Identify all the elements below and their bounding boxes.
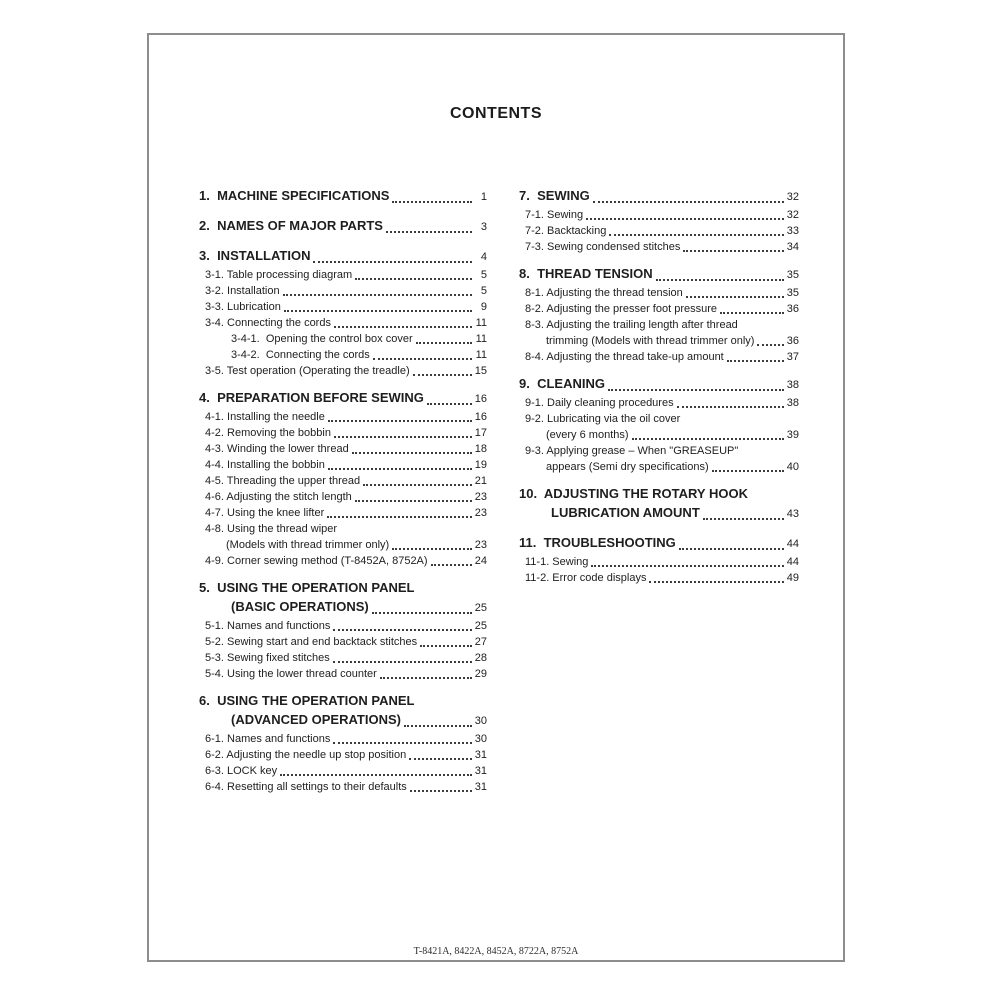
toc-entry-line — [519, 285, 799, 301]
toc-entry — [519, 223, 799, 239]
toc-entry-label: trimming (Models with thread trimmer only) — [546, 335, 755, 347]
toc-entry-line — [519, 239, 799, 255]
toc-entry-line — [199, 634, 487, 650]
toc-entry-line — [199, 578, 487, 597]
toc-entry — [199, 650, 487, 666]
toc-entry-label: 8-1. Adjusting the thread tension — [525, 287, 683, 299]
toc-entry-label: 7-2. Backtacking — [525, 225, 607, 237]
toc-page-number: 36 — [786, 335, 799, 347]
toc-entry-line — [519, 533, 799, 554]
toc-entry-label: 6-3. LOCK key — [205, 765, 278, 777]
toc-leader-dots — [686, 296, 784, 298]
toc-entry — [199, 691, 487, 731]
toc-entry-label: 6-2. Adjusting the needle up stop position — [205, 749, 407, 761]
toc-entry-label: 9-2. Lubricating via the oil cover — [525, 413, 681, 425]
toc-entry-line — [199, 650, 487, 666]
toc-entry — [199, 747, 487, 763]
toc-page-number: 23 — [474, 491, 487, 503]
toc-leader-dots — [410, 790, 472, 792]
toc-leader-dots — [373, 358, 472, 360]
toc-entry-line — [519, 503, 799, 524]
toc-entry-label: 3-3. Lubrication — [205, 301, 281, 313]
toc-entry-label: 9. CLEANING — [519, 376, 605, 391]
toc-page-number: 24 — [474, 555, 487, 567]
toc-entry-label: 5-3. Sewing fixed stitches — [205, 652, 330, 664]
toc-entry-line — [199, 409, 487, 425]
toc-entry — [199, 457, 487, 473]
toc-entry-label: (Models with thread trimmer only) — [226, 539, 390, 551]
toc-entry-line — [199, 489, 487, 505]
toc-entry-label: 3-5. Test operation (Operating the treadle) — [205, 365, 410, 377]
toc-entry-label: 4-2. Removing the bobbin — [205, 427, 331, 439]
toc-entry — [199, 505, 487, 521]
toc-entry — [199, 618, 487, 634]
toc-page-number: 30 — [474, 733, 487, 745]
toc-entry-line — [519, 411, 799, 427]
toc-entry — [519, 395, 799, 411]
toc-entry-label: 4-4. Installing the bobbin — [205, 459, 325, 471]
toc-page-number: 32 — [786, 191, 799, 203]
toc-entry-line — [519, 186, 799, 207]
toc-entry-line — [199, 666, 487, 682]
toc-entry — [199, 267, 487, 283]
toc-entry-line — [199, 347, 487, 363]
toc-entry-line — [519, 484, 799, 503]
toc-entry — [199, 363, 487, 379]
toc-page-number: 3 — [480, 221, 487, 233]
toc-page-number: 29 — [474, 668, 487, 680]
toc-leader-dots — [427, 403, 472, 405]
toc-entry-label: 3-2. Installation — [205, 285, 280, 297]
toc-entry-line — [199, 731, 487, 747]
toc-entry — [519, 374, 799, 395]
toc-leader-dots — [586, 218, 784, 220]
toc-page-number: 31 — [474, 781, 487, 793]
toc-leader-dots — [720, 312, 784, 314]
toc-leader-dots — [283, 294, 472, 296]
toc-entry-line — [199, 747, 487, 763]
toc-entry — [199, 553, 487, 569]
toc-entry — [199, 666, 487, 682]
toc-page-number: 36 — [786, 303, 799, 315]
toc-entry — [199, 216, 487, 237]
toc-entry-label: 3-4. Connecting the cords — [205, 317, 331, 329]
toc-leader-dots — [313, 261, 472, 263]
toc-page-number: 16 — [474, 411, 487, 423]
toc-entry — [519, 349, 799, 365]
toc-entry-line — [199, 553, 487, 569]
toc-entry — [199, 347, 487, 363]
toc-leader-dots — [591, 565, 784, 567]
toc-page-number: 15 — [474, 365, 487, 377]
toc-entry-label: 9-3. Applying grease – When "GREASEUP" — [525, 445, 739, 457]
toc-leader-dots — [608, 389, 784, 391]
toc-page-number: 30 — [474, 715, 487, 727]
toc-entry-label: 4-9. Corner sewing method (T-8452A, 8752A) — [205, 555, 428, 567]
toc-entry-label: 4. PREPARATION BEFORE SEWING — [199, 390, 424, 405]
toc-entry — [519, 186, 799, 207]
toc-entry-line — [199, 441, 487, 457]
page-title: CONTENTS — [450, 105, 542, 122]
toc-leader-dots — [656, 279, 784, 281]
toc-entry-line — [199, 505, 487, 521]
toc-entry-label: 3-4-2. Connecting the cords — [231, 349, 370, 361]
toc-page-number: 37 — [786, 351, 799, 363]
toc-entry-line — [199, 267, 487, 283]
toc-leader-dots — [703, 518, 784, 520]
toc-leader-dots — [712, 470, 784, 472]
toc-page-number: 34 — [786, 241, 799, 253]
toc-entry-label: 8-3. Adjusting the trailing length after thread — [525, 319, 738, 331]
toc-entry-label: 7-1. Sewing — [525, 209, 584, 221]
toc-page-number: 16 — [474, 393, 487, 405]
toc-column-right — [519, 177, 799, 586]
toc-entry-line — [199, 331, 487, 347]
toc-entry-line — [199, 186, 487, 207]
toc-entry — [199, 489, 487, 505]
toc-leader-dots — [372, 612, 472, 614]
toc-page-number: 23 — [474, 539, 487, 551]
toc-entry — [199, 425, 487, 441]
toc-entry-line — [199, 691, 487, 710]
toc-entry-line — [519, 459, 799, 475]
toc-page-number: 11 — [475, 349, 487, 361]
toc-entry-line — [519, 207, 799, 223]
toc-page-number: 9 — [480, 301, 487, 313]
toc-page-number: 5 — [480, 269, 487, 281]
toc-leader-dots — [352, 452, 472, 454]
toc-leader-dots — [593, 201, 784, 203]
toc-entry — [519, 554, 799, 570]
toc-leader-dots — [420, 645, 472, 647]
toc-page-number: 44 — [786, 556, 799, 568]
toc-entry-label: 4-1. Installing the needle — [205, 411, 325, 423]
toc-entry-label: 9-1. Daily cleaning procedures — [525, 397, 674, 409]
toc-entry — [519, 443, 799, 475]
toc-leader-dots — [334, 436, 472, 438]
toc-entry — [519, 239, 799, 255]
toc-leader-dots — [392, 548, 472, 550]
toc-page-number: 18 — [474, 443, 487, 455]
toc-entry-label: 2. NAMES OF MAJOR PARTS — [199, 218, 383, 233]
toc-entry — [199, 634, 487, 650]
toc-leader-dots — [409, 758, 472, 760]
toc-page-number: 31 — [474, 749, 487, 761]
toc-entry-label: 3-4-1. Opening the control box cover — [231, 333, 413, 345]
toc-page-number: 17 — [474, 427, 487, 439]
toc-page-number: 43 — [786, 508, 799, 520]
toc-page-number: 28 — [474, 652, 487, 664]
toc-page-number: 38 — [786, 379, 799, 391]
toc-entry-line — [199, 425, 487, 441]
toc-leader-dots — [355, 278, 472, 280]
toc-entry-line — [199, 299, 487, 315]
toc-entry-line — [519, 443, 799, 459]
toc-entry — [519, 285, 799, 301]
toc-entry — [519, 207, 799, 223]
toc-entry-label: LUBRICATION AMOUNT — [551, 505, 700, 520]
toc-page-number: 33 — [786, 225, 799, 237]
toc-leader-dots — [380, 677, 472, 679]
toc-entry — [199, 473, 487, 489]
toc-entry-label: 4-5. Threading the upper thread — [205, 475, 361, 487]
toc-entry — [199, 441, 487, 457]
toc-entry-label: 4-3. Winding the lower thread — [205, 443, 349, 455]
toc-page-number: 21 — [474, 475, 487, 487]
toc-page-number: 32 — [786, 209, 799, 221]
toc-entry-label: 10. ADJUSTING THE ROTARY HOOK — [519, 486, 748, 501]
toc-leader-dots — [757, 344, 784, 346]
toc-entry-label: 4-8. Using the thread wiper — [205, 523, 338, 535]
toc-page-number: 40 — [786, 461, 799, 473]
toc-entry-label: 4-6. Adjusting the stitch length — [205, 491, 352, 503]
toc-entry-label: 5-1. Names and functions — [205, 620, 331, 632]
toc-entry-line — [199, 363, 487, 379]
toc-entry — [519, 570, 799, 586]
toc-leader-dots — [679, 548, 784, 550]
toc-page-number: 38 — [786, 397, 799, 409]
toc-leader-dots — [727, 360, 784, 362]
toc-page-number: 11 — [475, 317, 487, 329]
toc-page-number: 27 — [474, 636, 487, 648]
toc-page-number: 19 — [474, 459, 487, 471]
toc-entry — [199, 388, 487, 409]
toc-page-number: 31 — [474, 765, 487, 777]
toc-entry-line — [519, 264, 799, 285]
toc-leader-dots — [328, 468, 472, 470]
toc-page-number: 25 — [474, 620, 487, 632]
toc-entry — [199, 521, 487, 553]
toc-entry — [519, 264, 799, 285]
toc-entry-label: 7. SEWING — [519, 188, 590, 203]
toc-entry-line — [519, 570, 799, 586]
toc-entry — [199, 283, 487, 299]
toc-entry — [199, 331, 487, 347]
toc-leader-dots — [392, 201, 472, 203]
toc-entry-line — [519, 554, 799, 570]
toc-entry — [199, 246, 487, 267]
toc-entry-line — [519, 427, 799, 443]
toc-entry-label: (BASIC OPERATIONS) — [231, 599, 369, 614]
page-footer: T-8421A, 8422A, 8452A, 8722A, 8752A — [413, 946, 579, 957]
toc-columns — [199, 177, 799, 795]
toc-entry — [199, 409, 487, 425]
toc-leader-dots — [333, 661, 472, 663]
toc-page-number: 1 — [480, 191, 487, 203]
toc-entry-line — [199, 521, 487, 537]
toc-entry-line — [199, 315, 487, 331]
toc-leader-dots — [333, 742, 472, 744]
toc-entry-label: 5. USING THE OPERATION PANEL — [199, 580, 415, 595]
toc-entry-label: 8-2. Adjusting the presser foot pressure — [525, 303, 717, 315]
toc-entry-line — [199, 388, 487, 409]
toc-entry-line — [199, 246, 487, 267]
manual-page — [147, 33, 845, 962]
toc-entry-line — [519, 301, 799, 317]
toc-entry-line — [519, 333, 799, 349]
toc-entry-line — [199, 537, 487, 553]
toc-page-number: 44 — [786, 538, 799, 550]
toc-page-number: 11 — [475, 333, 487, 345]
toc-entry — [519, 484, 799, 524]
toc-page-number: 5 — [480, 285, 487, 297]
toc-entry-line — [199, 216, 487, 237]
toc-entry-line — [199, 710, 487, 731]
toc-leader-dots — [334, 326, 472, 328]
toc-entry — [519, 411, 799, 443]
toc-entry-line — [199, 779, 487, 795]
toc-leader-dots — [386, 231, 472, 233]
toc-page-number: 39 — [786, 429, 799, 441]
toc-leader-dots — [284, 310, 472, 312]
toc-entry-label: 7-3. Sewing condensed stitches — [525, 241, 681, 253]
toc-entry-label: 5-4. Using the lower thread counter — [205, 668, 377, 680]
toc-entry — [199, 763, 487, 779]
toc-page-number: 35 — [786, 287, 799, 299]
toc-entry-label: 4-7. Using the knee lifter — [205, 507, 325, 519]
toc-entry-line — [519, 349, 799, 365]
toc-entry-line — [199, 618, 487, 634]
toc-entry — [199, 779, 487, 795]
toc-entry-line — [199, 763, 487, 779]
toc-entry — [519, 301, 799, 317]
toc-page-number: 4 — [480, 251, 487, 263]
toc-entry — [519, 533, 799, 554]
toc-entry-label: 6. USING THE OPERATION PANEL — [199, 693, 415, 708]
toc-page-number: 25 — [474, 602, 487, 614]
toc-entry-line — [199, 283, 487, 299]
toc-leader-dots — [683, 250, 784, 252]
toc-entry-line — [519, 395, 799, 411]
toc-entry-line — [199, 473, 487, 489]
toc-leader-dots — [327, 516, 472, 518]
toc-entry — [199, 299, 487, 315]
toc-entry-label: 11-1. Sewing — [525, 556, 589, 568]
toc-entry-label: 8-4. Adjusting the thread take-up amount — [525, 351, 724, 363]
toc-entry-label: 5-2. Sewing start and end backtack stitches — [205, 636, 418, 648]
toc-leader-dots — [355, 500, 472, 502]
toc-leader-dots — [609, 234, 784, 236]
toc-entry — [199, 578, 487, 618]
toc-leader-dots — [328, 420, 472, 422]
toc-entry-label: 11. TROUBLESHOOTING — [519, 535, 676, 550]
toc-entry-label: appears (Semi dry specifications) — [546, 461, 709, 473]
toc-entry-line — [519, 317, 799, 333]
toc-leader-dots — [363, 484, 472, 486]
toc-entry-line — [519, 374, 799, 395]
toc-leader-dots — [416, 342, 472, 344]
toc-leader-dots — [413, 374, 472, 376]
toc-entry-label: (ADVANCED OPERATIONS) — [231, 712, 401, 727]
toc-entry-line — [199, 457, 487, 473]
toc-entry — [519, 317, 799, 349]
toc-entry — [199, 186, 487, 207]
toc-entry-label: (every 6 months) — [546, 429, 629, 441]
toc-entry-label: 8. THREAD TENSION — [519, 266, 653, 281]
toc-entry-label: 3-1. Table processing diagram — [205, 269, 353, 281]
toc-entry — [199, 731, 487, 747]
toc-entry-label: 3. INSTALLATION — [199, 248, 311, 263]
toc-leader-dots — [280, 774, 472, 776]
toc-entry-label: 6-4. Resetting all settings to their defaults — [205, 781, 407, 793]
toc-entry-line — [519, 223, 799, 239]
toc-entry-line — [199, 597, 487, 618]
toc-entry — [199, 315, 487, 331]
toc-page-number: 49 — [786, 572, 799, 584]
toc-entry-label: 11-2. Error code displays — [525, 572, 647, 584]
toc-leader-dots — [431, 564, 472, 566]
toc-column-left — [199, 177, 487, 795]
toc-leader-dots — [404, 725, 472, 727]
toc-leader-dots — [333, 629, 472, 631]
toc-entry-label: 6-1. Names and functions — [205, 733, 331, 745]
toc-page-number: 35 — [786, 269, 799, 281]
toc-entry-label: 1. MACHINE SPECIFICATIONS — [199, 188, 390, 203]
toc-leader-dots — [649, 581, 784, 583]
toc-page-number: 23 — [474, 507, 487, 519]
toc-leader-dots — [677, 406, 784, 408]
toc-leader-dots — [632, 438, 784, 440]
